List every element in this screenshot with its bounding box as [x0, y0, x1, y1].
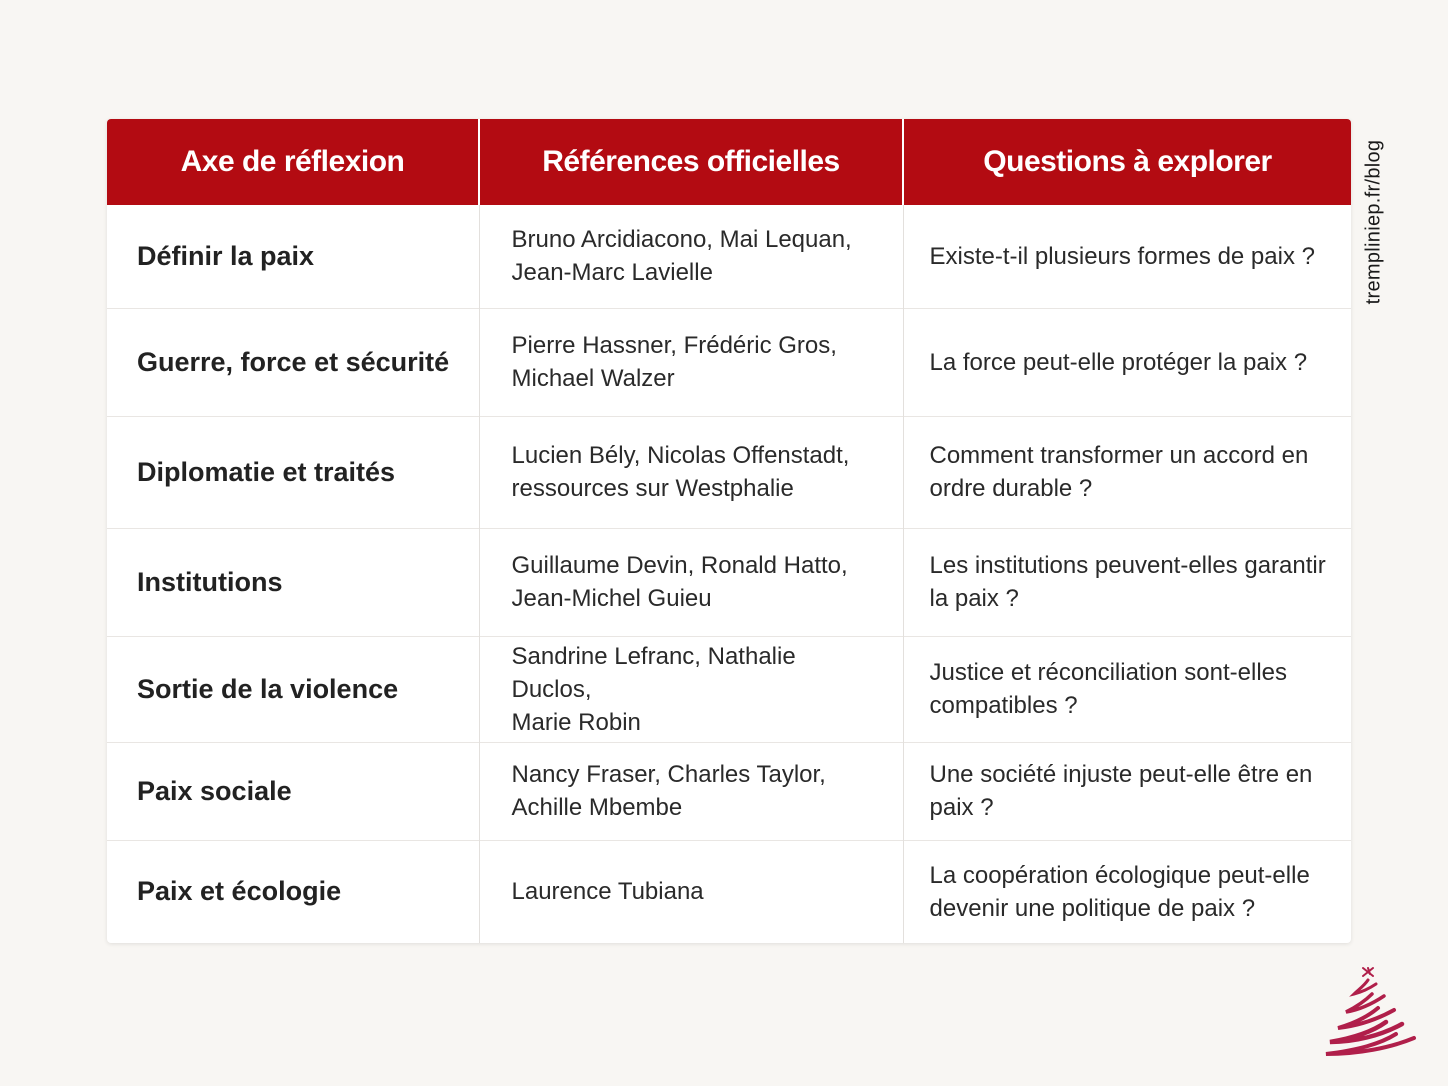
references-cell: [479, 528, 903, 636]
question-cell: [903, 840, 1351, 943]
axis-cell: Définir la paix: [107, 205, 479, 308]
references-line: Pierre Hassner, Frédéric Gros,: [511, 332, 837, 359]
question-cell: [903, 636, 1351, 742]
header-questions: Questions à explorer: [903, 119, 1351, 205]
references-line: Achille Mbembe: [511, 794, 683, 821]
table-row: [107, 840, 1351, 943]
references-line: Jean-Marc Lavielle: [511, 259, 713, 287]
stylized-tree-logo-icon: [1318, 960, 1418, 1060]
question-line: La coopération écologique peut-elle: [929, 861, 1310, 889]
references-cell: [479, 416, 903, 528]
references-line: Michael Walzer: [511, 365, 675, 392]
table-row: [107, 528, 1351, 636]
references-cell: [479, 636, 903, 742]
reference-table: [107, 119, 1351, 943]
table-row: [107, 205, 1351, 308]
question-line: La force peut-elle protéger la paix ?: [929, 348, 1308, 376]
question-line: la paix ?: [929, 585, 1019, 612]
question-cell: [903, 742, 1351, 840]
question-line: Les institutions peuvent-elles garantir: [929, 552, 1326, 579]
axis-cell: Institutions: [107, 528, 479, 636]
references-cell: [479, 742, 903, 840]
table-row: [107, 308, 1351, 416]
header-axis: Axe de réflexion: [107, 119, 479, 205]
table-row: [107, 636, 1351, 742]
question-line: Justice et réconciliation sont-elles: [929, 659, 1288, 686]
question-line: devenir une politique de paix ?: [929, 894, 1256, 922]
question-line: compatibles ?: [929, 692, 1078, 719]
question-line: Existe-t-il plusieurs formes de paix ?: [929, 242, 1315, 270]
references-line: Lucien Bély, Nicolas Offenstadt,: [511, 442, 850, 469]
table-row: [107, 742, 1351, 840]
references-line: ressources sur Westphalie: [511, 475, 794, 502]
axis-cell: Sortie de la violence: [107, 636, 479, 742]
axis-cell: Paix et écologie: [107, 840, 479, 943]
question-cell: [903, 308, 1351, 416]
references-line: Bruno Arcidiacono, Mai Lequan,: [511, 226, 852, 254]
blog-url-label: trempliniep.fr/blog: [1362, 139, 1385, 305]
header-references: Références officielles: [479, 119, 903, 205]
table-header-row: [107, 119, 1351, 205]
axis-cell: Guerre, force et sécurité: [107, 308, 479, 416]
question-line: ordre durable ?: [929, 475, 1093, 502]
question-cell: [903, 416, 1351, 528]
references-line: Marie Robin: [511, 708, 641, 736]
axis-cell: Paix sociale: [107, 742, 479, 840]
references-cell: [479, 840, 903, 943]
references-line: Laurence Tubiana: [511, 878, 704, 906]
references-line: Guillaume Devin, Ronald Hatto,: [511, 552, 848, 579]
references-line: Jean-Michel Guieu: [511, 585, 712, 612]
references-cell: [479, 205, 903, 308]
references-line: Nancy Fraser, Charles Taylor,: [511, 761, 826, 788]
axis-cell: Diplomatie et traités: [107, 416, 479, 528]
question-cell: [903, 205, 1351, 308]
reference-table-container: [107, 119, 1351, 943]
question-line: Comment transformer un accord en: [929, 442, 1309, 469]
references-line: Sandrine Lefranc, Nathalie Duclos,: [511, 642, 796, 703]
table-row: [107, 416, 1351, 528]
references-cell: [479, 308, 903, 416]
question-line: Une société injuste peut-elle être en paix ?: [929, 761, 1313, 821]
question-cell: [903, 528, 1351, 636]
